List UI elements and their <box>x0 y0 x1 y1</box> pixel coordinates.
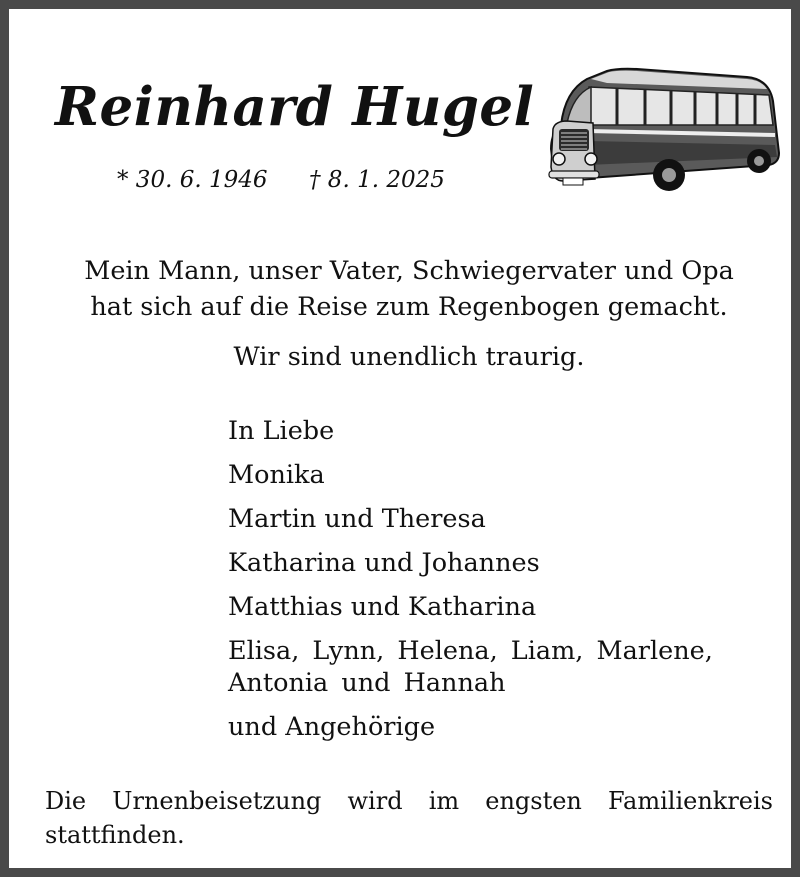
burial-notice: Die Urnenbeisetzung wird im engsten Familienkreis stattfinden. <box>45 787 773 849</box>
mourner-line: Matthias und Katharina <box>228 592 537 622</box>
mourner-line: Monika <box>228 460 325 490</box>
intro-line-2: hat sich auf die Reise zum Regenbogen gemacht. <box>90 292 728 322</box>
intro-line-3: Wir sind unendlich traurig. <box>233 342 585 372</box>
mourners-list <box>228 415 718 755</box>
mourner-line: Martin und Theresa <box>228 504 486 534</box>
deceased-name: Reinhard Hugel <box>55 76 535 138</box>
birth-date: * 30. 6. 1946 <box>117 167 268 193</box>
mourner-line: und Angehörige <box>228 712 436 742</box>
vintage-bus-icon <box>547 61 787 203</box>
mourner-line-grandchildren: Elisa, Lynn, Helena, Liam, Marlene, Antonia und Hannah <box>228 636 713 698</box>
mourner-line: In Liebe <box>228 416 335 446</box>
death-date: † 8. 1. 2025 <box>309 167 445 193</box>
mourner-line: Katharina und Johannes <box>228 548 540 578</box>
intro-line-1: Mein Mann, unser Vater, Schwiegervater und Opa <box>84 256 734 286</box>
